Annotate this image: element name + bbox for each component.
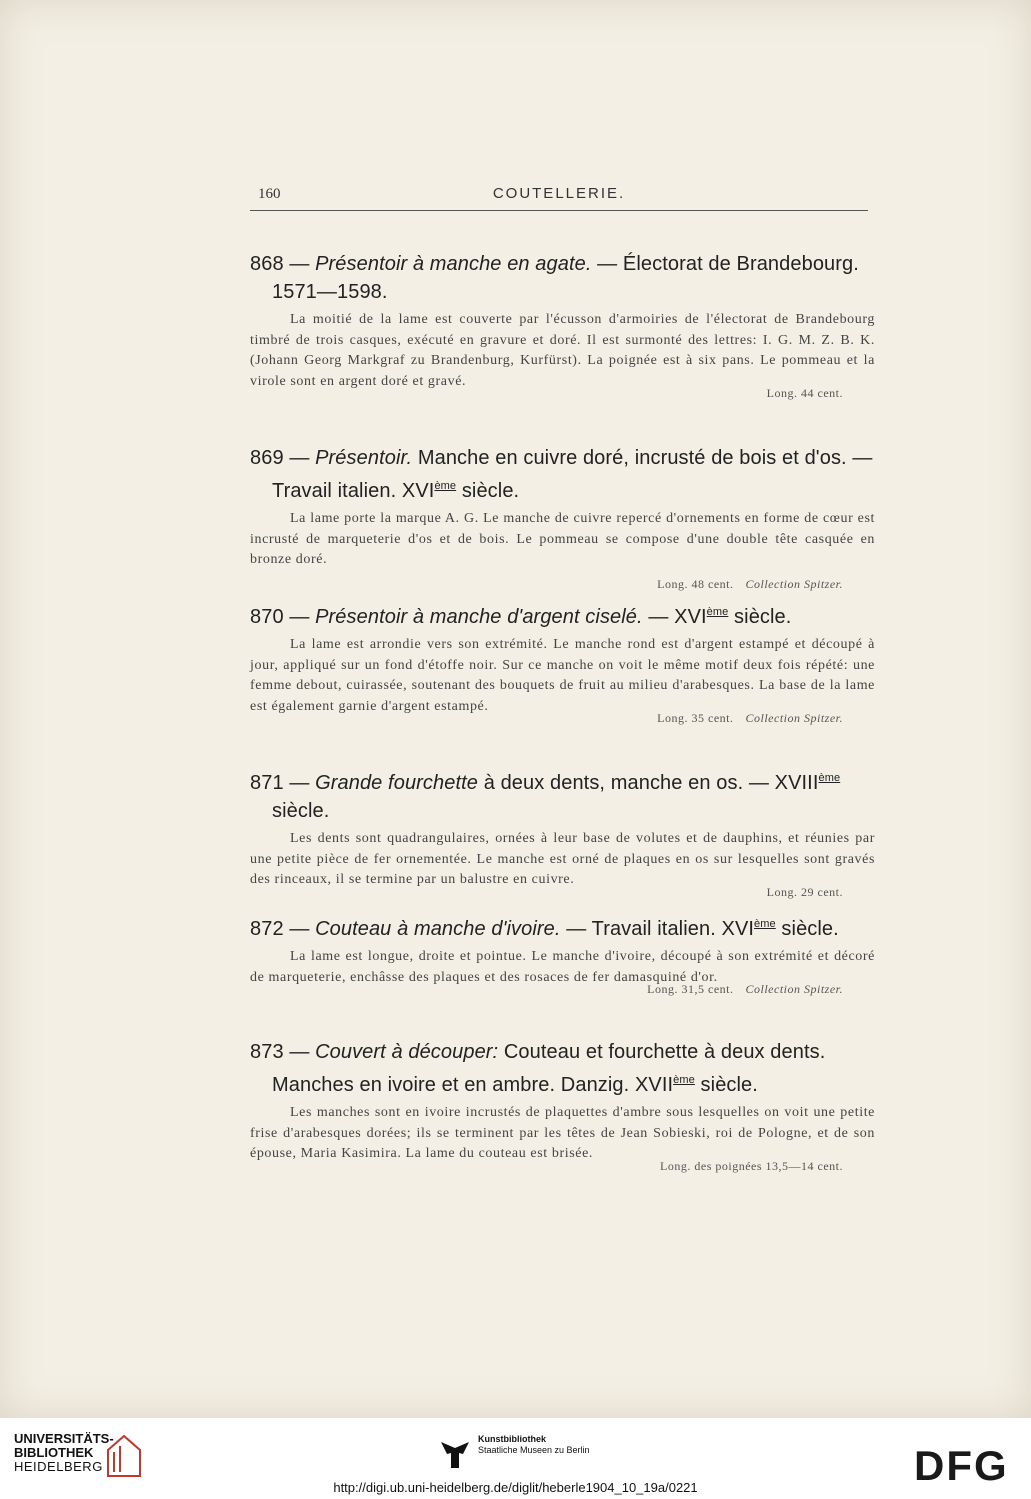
catalog-entry [250, 444, 875, 592]
entry-description: La lame est arrondie vers son extrémité. Le manche rond est d'argent estampé et découpé à jour, appliqué sur un fond d'étoffe noir. Sur ce manche on voit le même motif deux fois répété: une femme debout, cuirassée, soutenant des bouquets de fruit au milieu d'arabesques. La base de la lame est également garnie d'argent estampé. [250, 637, 875, 714]
entry-title-tail: siècle. [272, 800, 330, 822]
entry-title-italic: Présentoir. [315, 447, 413, 469]
entry-title-tail: siècle. [781, 918, 839, 940]
entry-title-tail: siècle. [461, 480, 520, 502]
ub-logo-line: UNIVERSITÄTS- [14, 1431, 114, 1446]
entry-title: 871 — Grande fourchette à deux dents, manche en os. — XVIIIème siècle. [250, 772, 841, 822]
entry-collection: Collection Spitzer. [745, 711, 843, 725]
entry-number: 868 [250, 253, 284, 275]
entry-number: 873 [250, 1041, 284, 1063]
entry-number: 870 [250, 606, 284, 628]
entry-measure: Long. des poignées 13,5—14 cent. [660, 1158, 843, 1173]
entry-description: Les manches sont en ivoire incrustés de plaquettes d'ambre sous lesquelles on voit une petite frise d'arabesques dorées; ils se terminent par les têtes de Jean Sobieski, roi de Pologne, et de son épouse, Maria Kasimira. La lame du couteau est brisée. [250, 1105, 875, 1161]
entry-century-sup: ème [754, 918, 776, 930]
entry-title: 873 — Couvert à découper: Couteau et fourchette à deux dents. Manches en ivoire et en ambre. Danzig. XVIIème siècle. [250, 1041, 826, 1096]
entry-title-italic: Grande fourchette [315, 772, 479, 794]
entry-collection: Collection Spitzer. [745, 982, 843, 996]
entry-title: 868 — Présentoir à manche en agate. — Électorat de Brandebourg. 1571—1598. [250, 253, 859, 303]
entry-number: 869 [250, 447, 284, 469]
kunstbibliothek-eagle-icon [437, 1434, 473, 1470]
ub-bracket-icon [104, 1432, 144, 1478]
entry-number: 872 [250, 918, 284, 940]
entry-century-sup: ème [673, 1074, 695, 1086]
kb-logo-line: Staatliche Museen zu Berlin [478, 1445, 590, 1455]
entry-title-rest: Manche en cuivre doré, incrusté de bois et d'os. — Travail italien. XVI [272, 447, 873, 502]
entry-measure: Long. 31,5 cent. [647, 982, 734, 996]
entry-title-italic: Présentoir à manche en agate. [315, 253, 592, 275]
entry-title-rest: Couteau et fourchette à deux dents. Manches en ivoire et en ambre. Danzig. XVII [272, 1041, 826, 1096]
entry-title-italic: Présentoir à manche d'argent ciselé. [315, 606, 643, 628]
entry-title-rest: à deux dents, manche en os. — XVIII [483, 772, 819, 794]
entry-measure: Long. 48 cent. [657, 576, 734, 591]
permalink-url[interactable]: http://digi.ub.uni-heidelberg.de/diglit/heberle1904_10_19a/0221 [333, 1480, 698, 1495]
ub-logo-line: HEIDELBERG [14, 1459, 103, 1474]
catalog-entry [250, 598, 875, 726]
ub-logo-line: BIBLIOTHEK [14, 1445, 94, 1460]
entry-title-italic: Couvert à découper: [315, 1041, 499, 1063]
entry-title: 872 — Couteau à manche d'ivoire. — Travail italien. XVIème siècle. [250, 918, 839, 940]
catalog-entry [250, 910, 875, 997]
entry-collection: Collection Spitzer. [745, 576, 843, 591]
entry-number: 871 [250, 772, 284, 794]
entry-description: La moitié de la lame est couverte par l'écusson d'armoiries de l'électorat de Brandebourg timbré de trois casques, exécuté en gravure et doré. Il est surmonté des lettres: I. G. M. Z. B. K. (Johann Georg Markgraf zu Brandenburg, Kurfürst). La poignée est à six pans. Le pommeau et la virole sont en argent doré et gravé. [250, 312, 875, 389]
entry-title: 870 — Présentoir à manche d'argent ciselé. — XVIème siècle. [250, 606, 792, 628]
entry-title-rest: — XVI [648, 606, 707, 628]
entry-description: La lame porte la marque A. G. Le manche de cuivre repercé d'ornements en forme de cœur est incrusté de marqueterie d'os et de bois. Le pommeau se compose d'une double tête casquée en bronze doré. [250, 511, 875, 567]
dfg-logo[interactable]: DFG [914, 1442, 1009, 1489]
entry-century-sup: ème [434, 480, 457, 492]
entry-description: Les dents sont quadrangulaires, ornées à leur base de volutes et de dauphins, et réunies par une petite pièce de fer ornementée. Le manche est orné de plaques en os sur lesquelles sont gravés des rinceaux, il se termine par un balustre en cuivre. [250, 831, 875, 887]
catalog-entry [250, 1038, 875, 1174]
entry-measure: Long. 35 cent. [657, 711, 734, 725]
page-number: 160 [258, 186, 281, 202]
entry-measure-line [250, 577, 875, 592]
running-header [250, 180, 868, 211]
entry-measure: Long. 29 cent. [766, 884, 843, 899]
ub-heidelberg-logo[interactable] [14, 1432, 114, 1474]
entry-century-sup: ème [706, 606, 729, 618]
catalog-entry [250, 250, 875, 401]
entry-title: 869 — Présentoir. Manche en cuivre doré, incrusté de bois et d'os. — Travail italien. XVIème siècle. [250, 447, 873, 502]
entry-century-sup: ème [818, 772, 841, 784]
kunstbibliothek-logo[interactable] [478, 1434, 590, 1456]
kb-logo-line: Kunstbibliothek [478, 1434, 546, 1444]
catalog-entry [250, 764, 875, 900]
entry-title-tail: siècle. [700, 1074, 758, 1096]
footer-bar [0, 1418, 1031, 1499]
entry-title-italic: Couteau à manche d'ivoire. [315, 918, 561, 940]
entry-measure: Long. 44 cent. [766, 386, 843, 400]
entry-title-rest: — Électorat de Brandebourg. 1571—1598. [272, 253, 859, 303]
entry-title-tail: siècle. [734, 606, 792, 628]
section-title: COUTELLERIE. [492, 185, 626, 202]
entry-description: La lame est longue, droite et pointue. Le manche d'ivoire, découpé à son extrémité et décoré de marqueterie, enchâsse des plaques et des rosaces de fer damasquiné d'or. [250, 949, 875, 985]
entry-title-rest: — Travail italien. XVI [566, 918, 755, 940]
